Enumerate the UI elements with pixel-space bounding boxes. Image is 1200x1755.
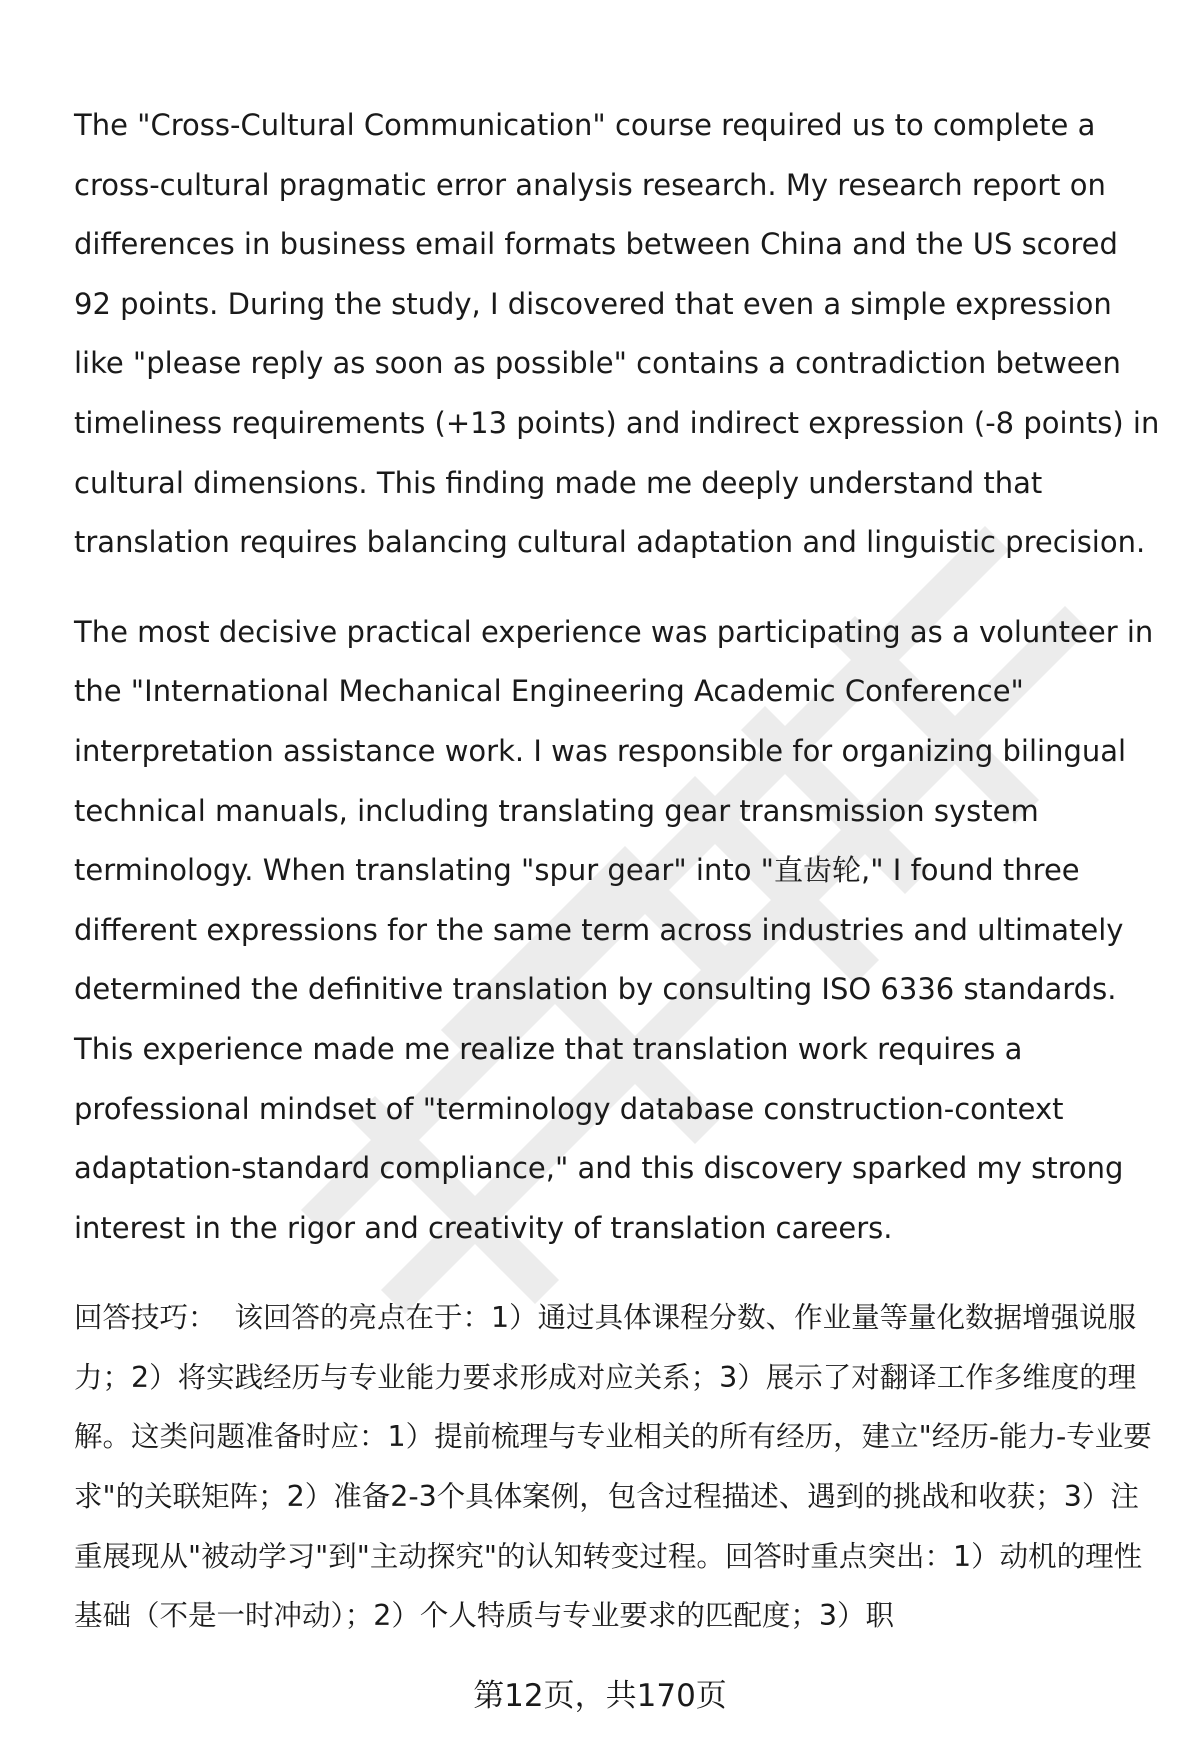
document-body xyxy=(74,96,1164,1676)
answer-tips-text: 该回答的亮点在于：1）通过具体课程分数、作业量等量化数据增强说服力；2）将实践经历与专业能力要求形成对应关系；3）展示了对翻译工作多维度的理解。这类问题准备时应：1）提前梳理与专业相关的所有经历，建立"经历-能力-专业要求"的关联矩阵；2）准备2-3个具体案例，包含过程描述、遇到的挑战和收获；3）注重展现从"被动学习"到"主动探究"的认知转变过程。回答时重点突出：1）动机的理性基础（不是一时冲动）；2）个人特质与专业要求的匹配度；3）职 xyxy=(74,1301,1152,1633)
paragraph-conference-experience: The most decisive practical experience was participating as a volunteer in the "International Mechanical Engineering Academic Conference" interpretation assistance work. I was responsible for organizing bilingual technical manuals, including translating gear transmission system terminology. When translating "spur gear" into "直齿轮," I found three different expressions for the same term across industries and ultimately determined the definitive translation by consulting ISO 6336 standards. This experience made me realize that translation work requires a professional mindset of "terminology database construction-context adaptation-standard compliance," and this discovery sparked my strong interest in the rigor and creativity of translation careers. xyxy=(74,614,1154,1245)
answer-tips-label: 回答技巧： xyxy=(74,1301,217,1335)
answer-tips xyxy=(74,1288,1164,1646)
page-number: 第12页，共170页 xyxy=(473,1678,727,1714)
paragraph-cross-cultural-course: The "Cross-Cultural Communication" course required us to complete a cross-cultural pragmatic error analysis research. My research report on differences in business email formats between China and the US scored 92 points. During the study, I discovered that even a simple expression like "please reply as soon as possible" contains a contradiction between timeliness requirements (+13 points) and indirect expression (-8 points) in cultural dimensions. This finding made me deeply understand that translation requires balancing cultural adaptation and linguistic precision. xyxy=(74,108,1160,560)
